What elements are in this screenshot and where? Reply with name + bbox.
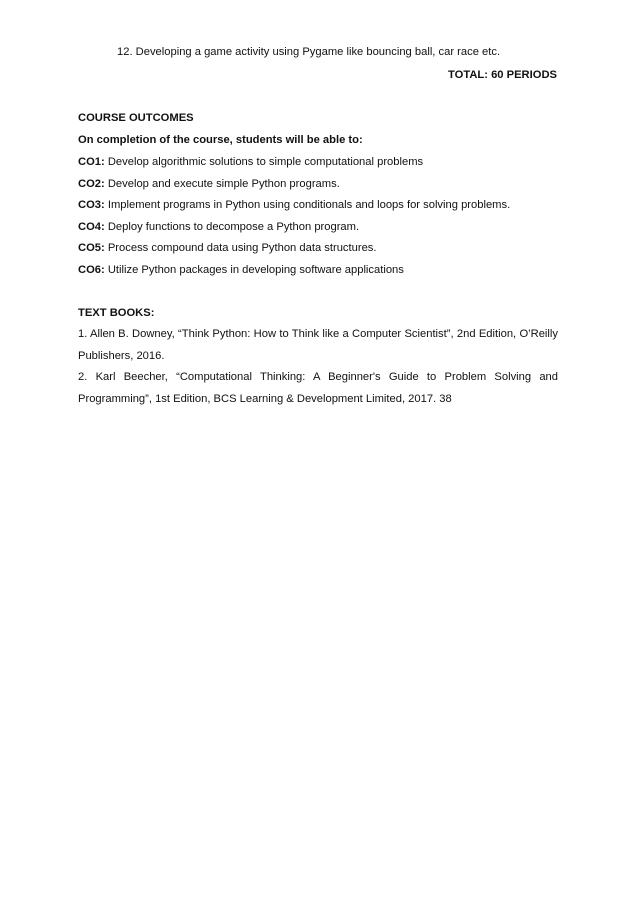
course-outcome-item <box>78 263 404 278</box>
course-outcome-text: Develop algorithmic solutions to simple computational problems <box>104 156 424 168</box>
course-outcome-item <box>78 177 340 192</box>
course-outcome-item <box>78 220 359 235</box>
course-outcome-code: CO4: <box>78 221 105 233</box>
course-outcome-code: CO2: <box>78 178 105 190</box>
course-outcome-code: CO5: <box>78 242 105 254</box>
course-outcomes-intro: On completion of the course, students will be able to: <box>78 134 363 146</box>
total-periods: TOTAL: 60 PERIODS <box>448 69 557 81</box>
course-outcome-code: CO1: <box>78 156 105 168</box>
course-outcome-text: Utilize Python packages in developing software applications <box>104 264 404 276</box>
course-outcome-item <box>78 241 377 256</box>
text-books-heading: TEXT BOOKS: <box>78 307 155 319</box>
text-book-item: 1. Allen B. Downey, “Think Python: How to Think like a Computer Scientist”, 2nd Edition, O’Reilly Publishers, 2016. <box>78 328 558 362</box>
course-outcome-item <box>78 198 510 213</box>
text-book-item: 2. Karl Beecher, “Computational Thinking: A Beginner's Guide to Problem Solving and Programming”, 1st Edition, BCS Learning & Development Limited, 2017. 38 <box>78 371 558 405</box>
course-outcomes-heading: COURSE OUTCOMES <box>78 112 194 124</box>
course-outcome-code: CO3: <box>78 199 105 211</box>
course-outcome-text: Develop and execute simple Python programs. <box>104 178 340 190</box>
course-outcome-text: Process compound data using Python data structures. <box>104 242 377 254</box>
course-outcome-item <box>78 155 423 170</box>
lab-exercise-12: 12. Developing a game activity using Pygame like bouncing ball, car race etc. <box>117 46 501 58</box>
course-outcome-code: CO6: <box>78 264 105 276</box>
course-outcome-text: Deploy functions to decompose a Python program. <box>104 221 360 233</box>
course-outcome-text: Implement programs in Python using conditionals and loops for solving problems. <box>104 199 511 211</box>
